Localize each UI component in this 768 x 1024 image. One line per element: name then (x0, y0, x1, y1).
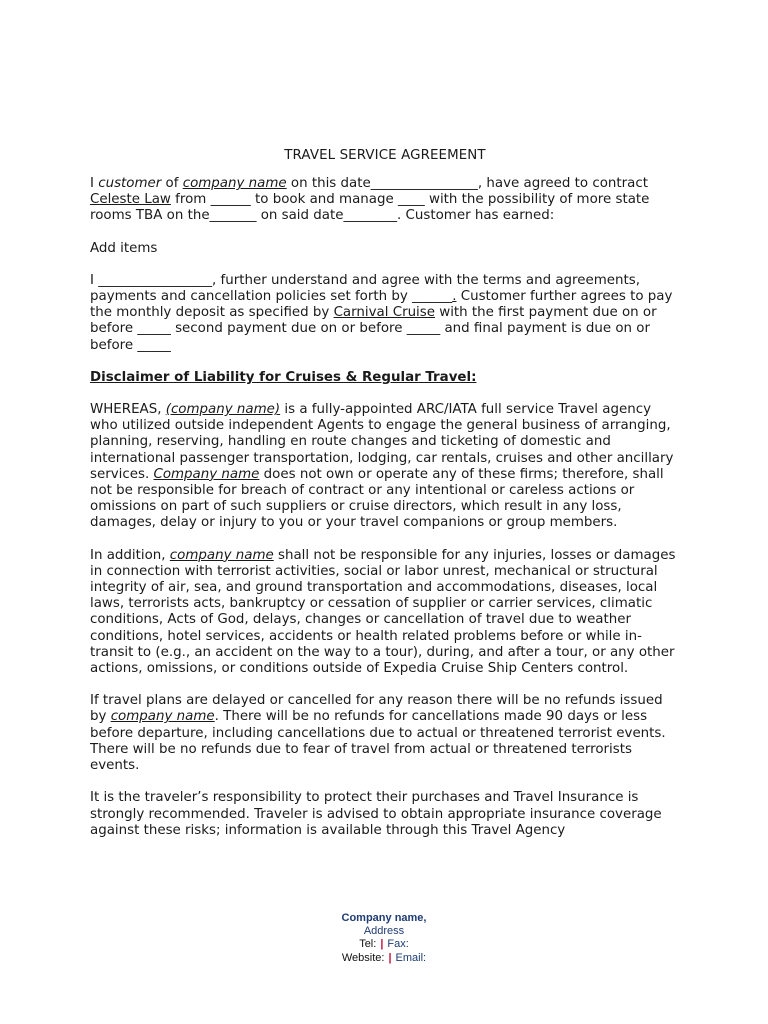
whereas-paragraph: WHEREAS, (company name) is a fully-appointed ARC/IATA full service Travel agency who utilized outside independent Agents to engage the general business of arranging, planning, reserving, handling en route changes and ticketing of domestic and international passenger transportation, lodging, car rentals, cruises and other ancillary services. Company name does not own or operate any of these firms; therefore, shall not be responsible for breach of contract or any intentional or careless actions or omissions on part of such suppliers or cruise directors, which result in any loss, damages, delay or injury to you or your travel companions or group members. (90, 402, 674, 531)
terms-paragraph: I _________________, further understand and agree with the terms and agreements, payments and cancellation policies set forth by ______. Customer further agrees to pay the monthly deposit as specified by Carnival Cruise with the first payment due on or before _____ second payment due on or before _____ and final payment is due on or before _____ (90, 272, 673, 353)
document-body (90, 148, 680, 839)
footer-fax: Fax: (387, 938, 409, 951)
add-items-text: Add items (90, 240, 158, 256)
footer-separator: | (380, 938, 384, 951)
disclaimer-heading: Disclaimer of Liability for Cruises & Regular Travel: (90, 369, 477, 385)
contractor-name: Celeste Law (90, 192, 171, 208)
insurance-paragraph: It is the traveler’s responsibility to protect their purchases and Travel Insurance is strongly recommended. Traveler is advised to obtain appropriate insurance coverage against these risks; information is available through this Travel Agency (90, 790, 662, 838)
footer-company-name: Company name, (341, 912, 427, 924)
company-name-placeholder: company name (110, 709, 215, 725)
cruise-line-name: Carnival Cruise (333, 305, 435, 321)
company-name-placeholder: Company name (153, 466, 260, 482)
company-name-placeholder: company name (169, 547, 274, 563)
company-name-placeholder: company name (182, 176, 287, 191)
footer-email: Email: (395, 951, 427, 964)
footer-tel: Tel: (359, 938, 377, 951)
company-name-placeholder: (company name) (165, 402, 281, 418)
intro-paragraph: I customer of company name on this date________________, have agreed to contract Celeste Law from ______ to book and manage ____ with the possibility of more state rooms TBA on the_______ on said date________. Customer has earned: (90, 176, 650, 224)
liability-paragraph: In addition, company name shall not be responsible for any injuries, losses or damages in connection with terrorist activities, social or labor unrest, mechanical or structural integrity of air, sea, and ground transportation and accommodations, diseases, local laws, terrorists acts, bankruptcy or cessation of supplier or carrier services, climatic conditions, Acts of God, delays, changes or cancellation of travel due to weather conditions, hotel services, accidents or health related problems before or while in-transit to (e.g., an accident on the way to a tour), during, and after a tour, or any other actions, omissions, or conditions outside of Expedia Cruise Ship Centers control. (90, 547, 676, 677)
footer-web-line (0, 952, 768, 965)
document-footer (0, 912, 768, 965)
footer-separator: | (388, 951, 392, 964)
document-title: TRAVEL SERVICE AGREEMENT (284, 148, 486, 163)
footer-contact-line (0, 938, 768, 951)
footer-website: Website: (341, 951, 385, 964)
customer-placeholder: customer (98, 176, 162, 191)
refund-paragraph: If travel plans are delayed or cancelled for any reason there will be no refunds issued by company name. There will be no refunds for cancellations made 90 days or less before departure, including cancellations due to actual or threatened terrorist events. There will be no refunds due to fear of travel from actual or threatened terrorists events. (90, 693, 666, 774)
footer-address: Address (363, 925, 405, 938)
